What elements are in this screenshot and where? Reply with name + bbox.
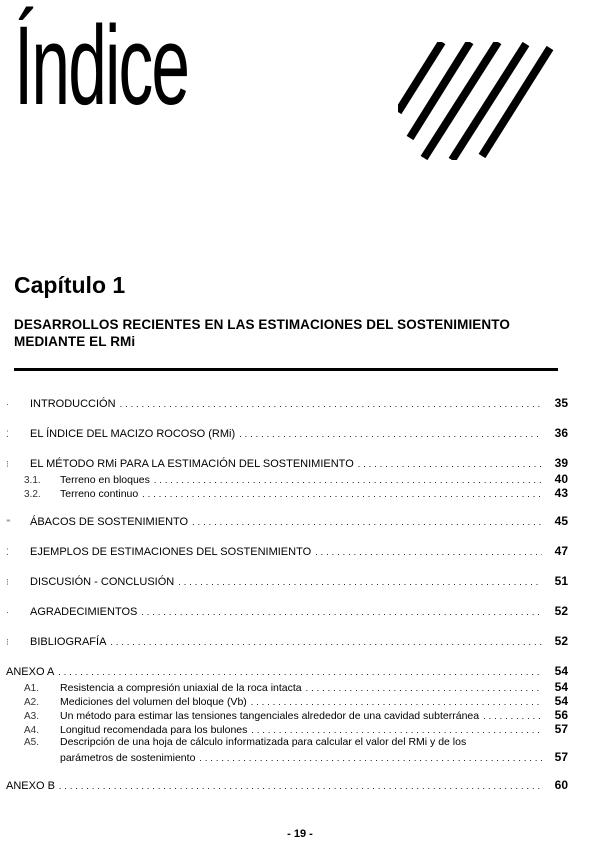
- toc-entry-label: ANEXO A: [6, 666, 55, 678]
- toc-entry-label: EJEMPLOS DE ESTIMACIONES DEL SOSTENIMIENTO: [30, 546, 312, 558]
- toc-subentry[interactable]: [6, 736, 568, 750]
- toc-entry-page: 52: [554, 634, 568, 648]
- toc-entry-page: 39: [554, 456, 568, 470]
- toc-entry-annex-a[interactable]: [6, 664, 568, 680]
- toc-subentry[interactable]: [6, 708, 568, 722]
- diagonal-stripes-decoration: [398, 42, 558, 160]
- toc-entry-number: ⁚: [6, 547, 9, 557]
- toc-entry[interactable]: [6, 514, 568, 530]
- toc-subentry-label: Mediciones del volumen del bloque (Vb): [60, 696, 247, 708]
- toc-entry-label: BIBLIOGRAFÍA: [30, 636, 107, 648]
- toc-subentry-number: A4.: [24, 725, 40, 736]
- toc-entry[interactable]: [6, 426, 568, 442]
- toc-subentry-continuation[interactable]: [6, 750, 568, 764]
- toc-entry-page: 60: [554, 778, 568, 792]
- toc-subentry-label: Terreno continuo: [60, 488, 139, 500]
- toc-subentry[interactable]: [6, 472, 568, 486]
- toc-entry-page: 54: [554, 664, 568, 678]
- toc-entry-page: 52: [554, 604, 568, 618]
- toc-subentry-label: Terreno en bloques: [60, 474, 150, 486]
- page-number: - 19 -: [287, 828, 313, 840]
- toc-dot-leader: [192, 517, 542, 527]
- toc-subentry-label: Resistencia a compresión uniaxial de la roca intacta: [60, 682, 302, 694]
- toc-dot-leader: [141, 607, 542, 617]
- toc-dot-leader: [306, 683, 542, 693]
- toc-subentry-page: 57: [554, 750, 568, 764]
- toc-entry-label: ANEXO B: [6, 780, 55, 792]
- toc-dot-leader: [239, 429, 542, 439]
- toc-subentry-page: 40: [554, 472, 568, 486]
- chapter-subtitle-line-2: MEDIANTE EL RMi: [14, 334, 136, 349]
- toc-entry-page: 47: [554, 544, 568, 558]
- toc-dot-leader: [251, 697, 542, 707]
- toc-subentry-page: 54: [554, 680, 568, 694]
- toc-dot-leader: [251, 725, 542, 735]
- toc-entry[interactable]: [6, 604, 568, 620]
- toc-entry-number: ⁝: [6, 459, 9, 469]
- toc-subentry-page: 56: [554, 708, 568, 722]
- toc-entry-annex-b[interactable]: [6, 778, 568, 794]
- chapter-heading: Capítulo 1: [14, 272, 126, 298]
- toc-entry-page: 35: [554, 396, 568, 410]
- toc-entry-number: ⁝: [6, 577, 9, 587]
- toc-dot-leader: [110, 637, 542, 647]
- toc-dot-leader: [199, 753, 542, 763]
- toc-entry-number: ·: [6, 399, 9, 409]
- toc-dot-leader: [59, 781, 542, 791]
- toc-subentry-number: 3.1.: [24, 475, 41, 486]
- toc-subentry-page: 43: [554, 486, 568, 500]
- toc-entry-page: 51: [554, 574, 568, 588]
- toc-subentry-number: A3.: [24, 711, 40, 722]
- toc-subentry-page: 54: [554, 694, 568, 708]
- toc-entry-label: EL MÉTODO RMi PARA LA ESTIMACIÓN DEL SOSTENIMIENTO: [30, 458, 354, 470]
- toc-entry-number: ·: [6, 607, 9, 617]
- toc-subentry[interactable]: [6, 694, 568, 708]
- toc-dot-leader: [315, 547, 542, 557]
- toc-entry-page: 36: [554, 426, 568, 440]
- toc-entry[interactable]: [6, 544, 568, 560]
- toc-entry-label: DISCUSIÓN - CONCLUSIÓN: [30, 576, 175, 588]
- toc-dot-leader: [120, 399, 542, 409]
- toc-subentry-number: 3.2.: [24, 489, 41, 500]
- toc-entry-label: AGRADECIMIENTOS: [30, 606, 138, 618]
- toc-subentry-number: A1.: [24, 683, 40, 694]
- toc-entry-label: ÁBACOS DE SOSTENIMIENTO: [30, 516, 189, 528]
- page-title: Índice: [14, 3, 189, 128]
- toc-dot-leader: [178, 577, 542, 587]
- toc-dot-leader: [358, 459, 542, 469]
- toc-subentry[interactable]: [6, 680, 568, 694]
- toc-subentry-label: Descripción de una hoja de cálculo informatizada para calcular el valor del RMi y de los: [60, 736, 467, 748]
- chapter-subtitle-line-1: DESARROLLOS RECIENTES EN LAS ESTIMACIONES DEL SOSTENIMIENTO: [14, 317, 510, 332]
- toc-subentry[interactable]: [6, 486, 568, 500]
- toc-entry-label: EL ÍNDICE DEL MACIZO ROCOSO (RMi): [30, 428, 236, 440]
- toc-dot-leader: [142, 489, 542, 499]
- toc-dot-leader: [154, 475, 542, 485]
- toc-dot-leader: [483, 711, 542, 721]
- toc-entry[interactable]: [6, 456, 568, 472]
- toc-subentry-label: Un método para estimar las tensiones tangenciales alrededor de una cavidad subterránea: [60, 710, 480, 722]
- toc-subentry-number: A5.: [24, 737, 40, 748]
- toc-entry[interactable]: [6, 574, 568, 590]
- toc-entry[interactable]: [6, 396, 568, 412]
- toc-entry-number: ⁝: [6, 637, 9, 647]
- toc-subentry[interactable]: [6, 722, 568, 736]
- toc-entry[interactable]: [6, 634, 568, 650]
- chapter-subtitle: [14, 316, 584, 350]
- heading-rule: [14, 368, 558, 371]
- toc-subentry-label: Longitud recomendada para los bulones: [60, 724, 248, 736]
- toc-entry-number: ⁚: [6, 429, 9, 439]
- toc-entry-page: 45: [554, 514, 568, 528]
- toc-subentry-number: A2.: [24, 697, 40, 708]
- toc-entry-label: INTRODUCCIÓN: [30, 398, 116, 410]
- toc-entry-number: ⁼: [6, 517, 11, 527]
- toc-subentry-label: parámetros de sostenimiento: [60, 752, 196, 764]
- table-of-contents: [6, 396, 568, 794]
- toc-dot-leader: [58, 667, 542, 677]
- toc-subentry-page: 57: [554, 722, 568, 736]
